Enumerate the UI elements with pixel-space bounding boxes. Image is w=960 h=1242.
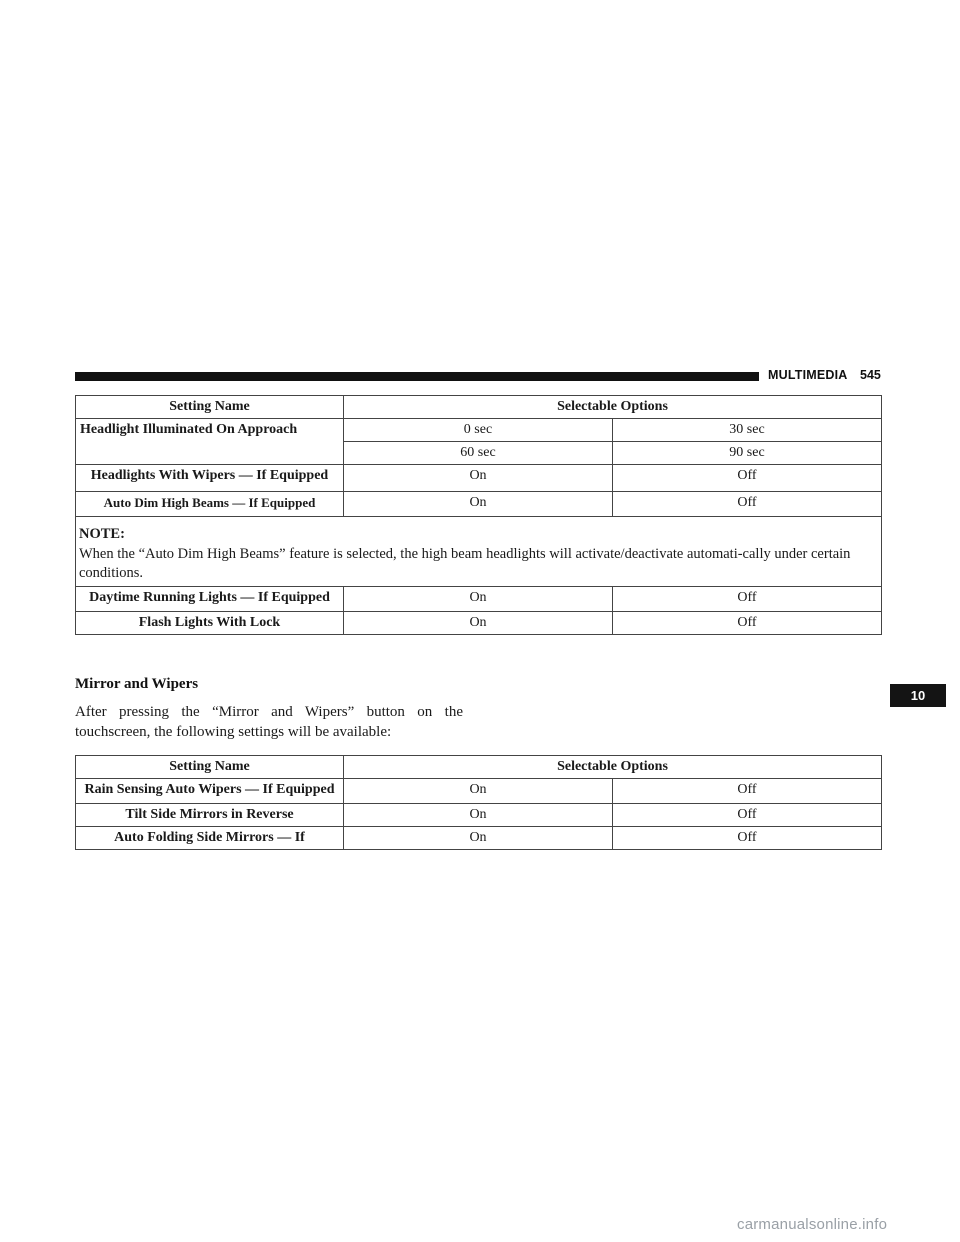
option-value: Off (613, 827, 882, 850)
table-row (76, 779, 882, 804)
section-heading: Mirror and Wipers (75, 676, 199, 692)
option-value: On (344, 611, 613, 634)
lights-settings-table (75, 395, 882, 635)
option-value: On (344, 804, 613, 827)
option-value: Off (613, 804, 882, 827)
header-rule (75, 372, 759, 381)
option-value: 90 sec (613, 442, 882, 465)
chapter-tab: 10 (890, 684, 946, 707)
table-row (76, 492, 882, 517)
column-header-selectable-options: Selectable Options (344, 396, 882, 419)
page-number: 545 (860, 368, 881, 382)
table-header-row (76, 756, 882, 779)
table-row (76, 804, 882, 827)
mirror-wipers-settings-table (75, 755, 882, 850)
setting-name: Auto Folding Side Mirrors — If (76, 827, 344, 850)
option-value: Off (613, 586, 882, 611)
option-value: Off (613, 492, 882, 517)
option-value: On (344, 586, 613, 611)
column-header-setting-name: Setting Name (76, 396, 344, 419)
table-row (76, 465, 882, 492)
setting-name: Rain Sensing Auto Wipers — If Equipped (76, 779, 344, 804)
note-cell (76, 517, 882, 587)
option-value: Off (613, 611, 882, 634)
option-value: On (344, 827, 613, 850)
column-header-selectable-options: Selectable Options (344, 756, 882, 779)
option-value: On (344, 465, 613, 492)
setting-name: Headlights With Wipers — If Equipped (76, 465, 344, 492)
setting-name: Auto Dim High Beams — If Equipped (76, 492, 344, 517)
table-row (76, 611, 882, 634)
note-label: NOTE: (79, 526, 125, 542)
footer-watermark[interactable]: carmanualsonline.info (737, 1216, 888, 1233)
option-value: Off (613, 779, 882, 804)
option-value: 0 sec (344, 419, 613, 442)
option-value: On (344, 779, 613, 804)
note-text: When the “Auto Dim High Beams” feature is selected, the high beam headlights will activate/deactivate automati-cally under certain conditions. (79, 545, 851, 581)
setting-name: Tilt Side Mirrors in Reverse (76, 804, 344, 827)
table-header-row (76, 396, 882, 419)
option-value: 60 sec (344, 442, 613, 465)
column-header-setting-name: Setting Name (76, 756, 344, 779)
note-row (76, 517, 882, 587)
setting-name: Daytime Running Lights — If Equipped (76, 586, 344, 611)
table-row (76, 419, 882, 442)
setting-name: Flash Lights With Lock (76, 611, 344, 634)
setting-name: Headlight Illuminated On Approach (76, 419, 344, 465)
section-paragraph: After pressing the “Mirror and Wipers” button on the touchscreen, the following settings will be available: (75, 704, 463, 740)
option-value: 30 sec (613, 419, 882, 442)
option-value: Off (613, 465, 882, 492)
option-value: On (344, 492, 613, 517)
table-row (76, 586, 882, 611)
running-header-section: MULTIMEDIA (768, 368, 848, 382)
table-row (76, 827, 882, 850)
